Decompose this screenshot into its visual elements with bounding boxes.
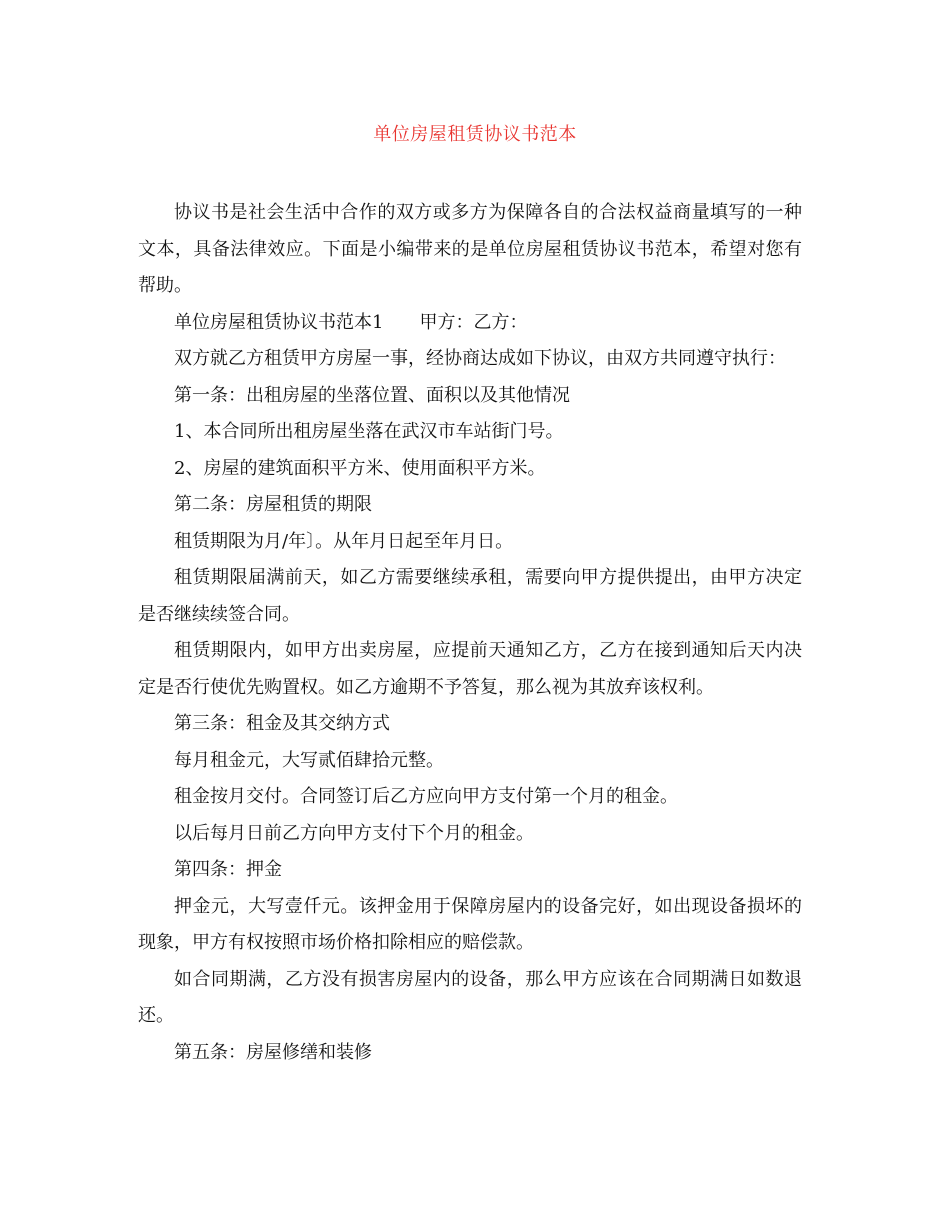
article-3-paragraph-1: 每月租金元，大写贰佰肆拾元整。: [174, 749, 444, 771]
document-title: 单位房屋租赁协议书范本: [373, 124, 577, 145]
sample-heading-line: [138, 305, 802, 342]
article-4-paragraph-2: 如合同期满，乙方没有损害房屋内的设备，那么甲方应该在合同期满日如数退还。: [138, 968, 802, 1026]
article-4-paragraph-1: 押金元，大写壹仟元。该押金用于保障房屋内的设备完好，如出现设备损坏的现象，甲方有权按照市场价格扣除相应的赔偿款。: [138, 895, 802, 953]
intro-paragraph: 协议书是社会生活中合作的双方或多方为保障各自的合法权益商量填写的一种文本，具备法律效应。下面是小编带来的是单位房屋租赁协议书范本，希望对您有帮助。: [138, 202, 802, 296]
article-3-paragraph-3: 以后每月日前乙方向甲方支付下个月的租金。: [174, 822, 534, 844]
article-1-title: 第一条：出租房屋的坐落位置、面积以及其他情况: [174, 384, 570, 406]
article-3-title: 第三条：租金及其交纳方式: [174, 713, 390, 734]
agreement-paragraph: 双方就乙方租赁甲方房屋一事，经协商达成如下协议，由双方共同遵守执行：: [174, 348, 786, 369]
article-1-item-2: 2、房屋的建筑面积平方米、使用面积平方米。: [174, 457, 546, 479]
parties-line: 甲方：乙方：: [419, 311, 528, 333]
article-1-item-1: 1、本合同所出租房屋坐落在武汉市车站街门号。: [174, 421, 564, 442]
article-5-title: 第五条：房屋修缮和装修: [174, 1041, 372, 1063]
article-2-paragraph-3: 租赁期限内，如甲方出卖房屋，应提前天通知乙方，乙方在接到通知后天内决定是否行使优先购置权。如乙方逾期不予答复，那么视为其放弃该权利。: [138, 640, 802, 698]
article-4-title: 第四条：押金: [174, 859, 282, 880]
sample-heading: 单位房屋租赁协议书范本1: [174, 311, 384, 333]
article-2-title: 第二条：房屋租赁的期限: [174, 494, 372, 515]
article-2-paragraph-1: 租赁期限为月/年〕。从年月日起至年月日。: [174, 530, 514, 552]
article-3-paragraph-2: 租金按月交付。合同签订后乙方应向甲方支付第一个月的租金。: [174, 786, 678, 807]
article-2-paragraph-2: 租赁期限届满前天，如乙方需要继续承租，需要向甲方提供提出，由甲方决定是否继续续签合同。: [138, 567, 802, 625]
document-body: [138, 195, 802, 1071]
